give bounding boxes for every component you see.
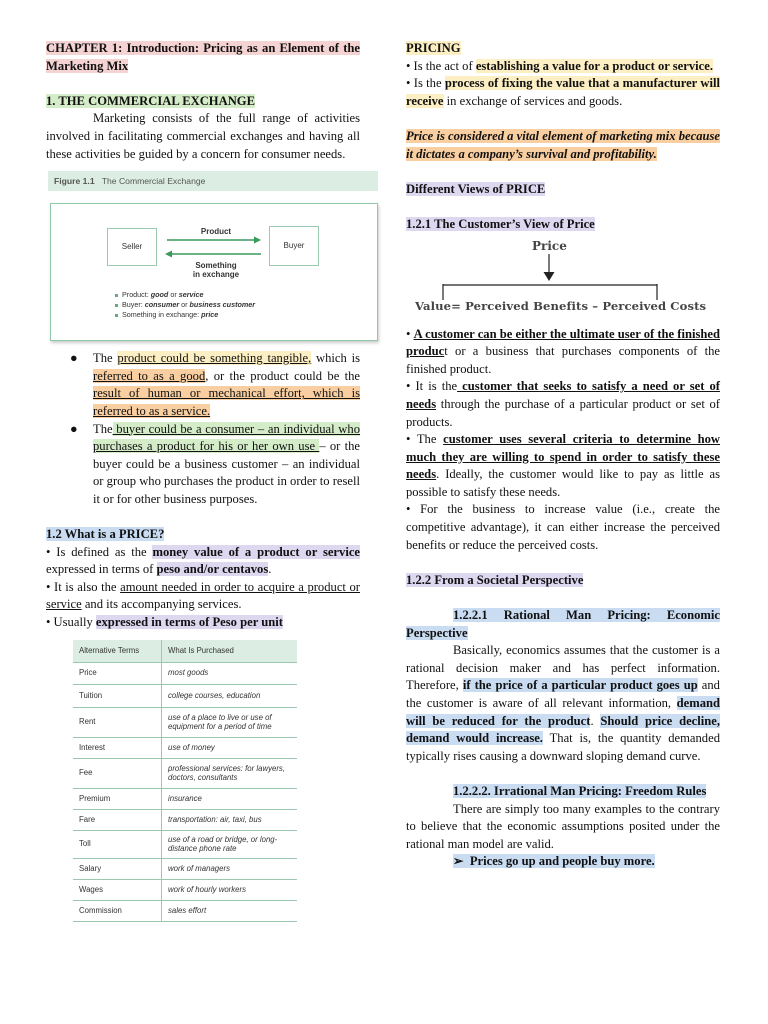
- value-equation: Value= Perceived Benefits – Perceived Costs: [415, 298, 707, 313]
- table-row: [73, 684, 297, 707]
- arrow-bullet-icon: ➢: [453, 854, 464, 869]
- table-row: [73, 758, 297, 788]
- alternative-terms-table: [73, 640, 297, 922]
- term-cell: Interest: [73, 737, 162, 758]
- irrational-man-heading: 1.2.2.2. Irrational Man Pricing: Freedom Rules: [453, 783, 707, 798]
- section-heading-commercial-exchange: 1. THE COMMERCIAL EXCHANGE: [46, 93, 255, 108]
- customer-point-3: • The customer uses several criteria to determine how much they are willing to spend in order to satisfy these needs. Ideally, the customer would like to pay as little as possible to satisfy these needs.: [406, 432, 720, 499]
- diagram-price-label: Price: [532, 238, 567, 253]
- down-arrow-icon: [544, 272, 555, 281]
- figure-caption: Figure 1.1 The Commercial Exchange: [48, 171, 378, 191]
- purchase-cell: transportation: air, taxi, bus: [162, 809, 298, 830]
- purchase-cell: work of managers: [162, 858, 298, 879]
- customer-point-1: • A customer can be either the ultimate user of the finished product or a business that purchases components of the finished product.: [406, 326, 720, 376]
- different-views-heading: Different Views of PRICE: [406, 181, 546, 196]
- bullet-product: ● The product could be something tangible, which is referred to as a good, or the product could be the result of human or mechanical effort, which is referred to as a service.: [70, 351, 361, 418]
- term-cell: Salary: [73, 858, 162, 879]
- term-cell: Premium: [73, 788, 162, 809]
- price-value-diagram: [406, 234, 720, 326]
- bullet-square-icon: [115, 304, 118, 307]
- buyer-box: Buyer: [269, 226, 319, 266]
- term-cell: Toll: [73, 830, 162, 858]
- commercial-exchange-paragraph: Marketing consists of the full range of activities involved in facilitating commercial exchanges and having all these activities be guided by a concern for consumer needs.: [46, 111, 360, 161]
- table-row: [73, 662, 297, 684]
- rational-man-paragraph: Basically, economics assumes that the customer is a rational decision maker and has perfect information. Therefore, if the price of a particular product goes up and the customer is aware of all relevant information, demand will be reduced for the product. Should price decline, demand would increase. That is, the quantity demanded typically rises causing a downward sloping demand curve.: [406, 643, 720, 763]
- table-row: [73, 737, 297, 758]
- bullet-square-icon: [115, 314, 118, 317]
- customer-point-4: • For the business to increase value (i.e., create the competitive advantage), it can either increase the perceived benefits or reduce the perceived costs.: [406, 502, 720, 552]
- table-header: What Is Purchased: [162, 640, 298, 663]
- bullet-buyer: ● The buyer could be a consumer – an individual who purchases a product for his or her own use – or the buyer could be a business customer – an individual or group who purchases the product in order to resell it or for other business purposes.: [70, 421, 360, 506]
- something-in-exchange-label: Something in exchange: [192, 261, 240, 280]
- purchase-cell: sales effort: [162, 900, 298, 921]
- purchase-cell: use of a place to live or use of equipment for a period of time: [162, 707, 298, 737]
- arrow-list-item: ➢ Prices go up and people buy more.: [453, 854, 655, 869]
- legend-exchange: Something in exchange: price: [115, 310, 218, 319]
- table-row: [73, 830, 297, 858]
- price-definition-1: • Is defined as the money value of a product or service expressed in terms of peso and/or centavos.: [46, 544, 361, 577]
- product-label: Product: [200, 227, 232, 237]
- chapter-title: CHAPTER 1: Introduction: Pricing as an Element of the Marketing Mix: [46, 41, 360, 73]
- left-arrowhead-icon: [165, 251, 172, 258]
- price-definition-3: • Usually expressed in terms of Peso per unit: [46, 615, 283, 630]
- table-row: [73, 788, 297, 809]
- societal-perspective-heading: 1.2.2 From a Societal Perspective: [406, 572, 584, 587]
- term-cell: Price: [73, 662, 162, 684]
- purchase-cell: insurance: [162, 788, 298, 809]
- purchase-cell: professional services: for lawyers, doctors, consultants: [162, 758, 298, 788]
- table-row: [73, 879, 297, 900]
- table-header-row: [73, 640, 297, 663]
- table-row: [73, 707, 297, 737]
- price-definition-2: • It is also the amount needed in order to acquire a product or service and its accompanying services.: [46, 579, 360, 612]
- purchase-cell: use of a road or bridge, or long-distance phone rate: [162, 830, 298, 858]
- irrational-man-paragraph: There are simply too many examples to the contrary to believe that the economic assumptions posited under the rational man model are valid.: [406, 801, 720, 851]
- legend-buyer: Buyer: consumer or business customer: [115, 300, 255, 309]
- table-row: [73, 858, 297, 879]
- vital-element-statement: Price is considered a vital element of marketing mix because it dictates a company’s survival and profitability.: [406, 128, 720, 161]
- customers-view-heading: 1.2.1 The Customer’s View of Price: [406, 216, 595, 231]
- bullet-square-icon: [115, 294, 118, 297]
- term-cell: Fare: [73, 809, 162, 830]
- commercial-exchange-figure: [50, 203, 378, 341]
- purchase-cell: work of hourly workers: [162, 879, 298, 900]
- customer-point-2: • It is the customer that seeks to satisfy a need or set of needs through the purchase of a particular product or set of products.: [406, 379, 720, 429]
- purchase-cell: use of money: [162, 737, 298, 758]
- right-arrowhead-icon: [254, 237, 261, 244]
- pricing-heading: PRICING: [406, 41, 461, 55]
- left-column: [46, 40, 360, 922]
- rational-man-heading: 1.2.2.1 Rational Man Pricing: Economic Perspective: [406, 608, 720, 640]
- term-cell: Wages: [73, 879, 162, 900]
- seller-box: Seller: [107, 228, 157, 266]
- term-cell: Rent: [73, 707, 162, 737]
- term-cell: Commission: [73, 900, 162, 921]
- legend-product: Product: good or service: [115, 290, 204, 299]
- pricing-definition-2: • Is the process of fixing the value that a manufacturer will receive in exchange of services and goods.: [406, 76, 720, 108]
- table-header: Alternative Terms: [73, 640, 162, 663]
- table-row: [73, 900, 297, 921]
- purchase-cell: most goods: [162, 662, 298, 684]
- exchange-bullets: [46, 350, 360, 508]
- table-row: [73, 809, 297, 830]
- term-cell: Tuition: [73, 684, 162, 707]
- section-heading-what-is-price: 1.2 What is a PRICE?: [46, 527, 165, 542]
- term-cell: Fee: [73, 758, 162, 788]
- purchase-cell: college courses, education: [162, 684, 298, 707]
- pricing-definition-1: • Is the act of establishing a value for a product or service.: [406, 58, 713, 73]
- right-column: [406, 40, 720, 871]
